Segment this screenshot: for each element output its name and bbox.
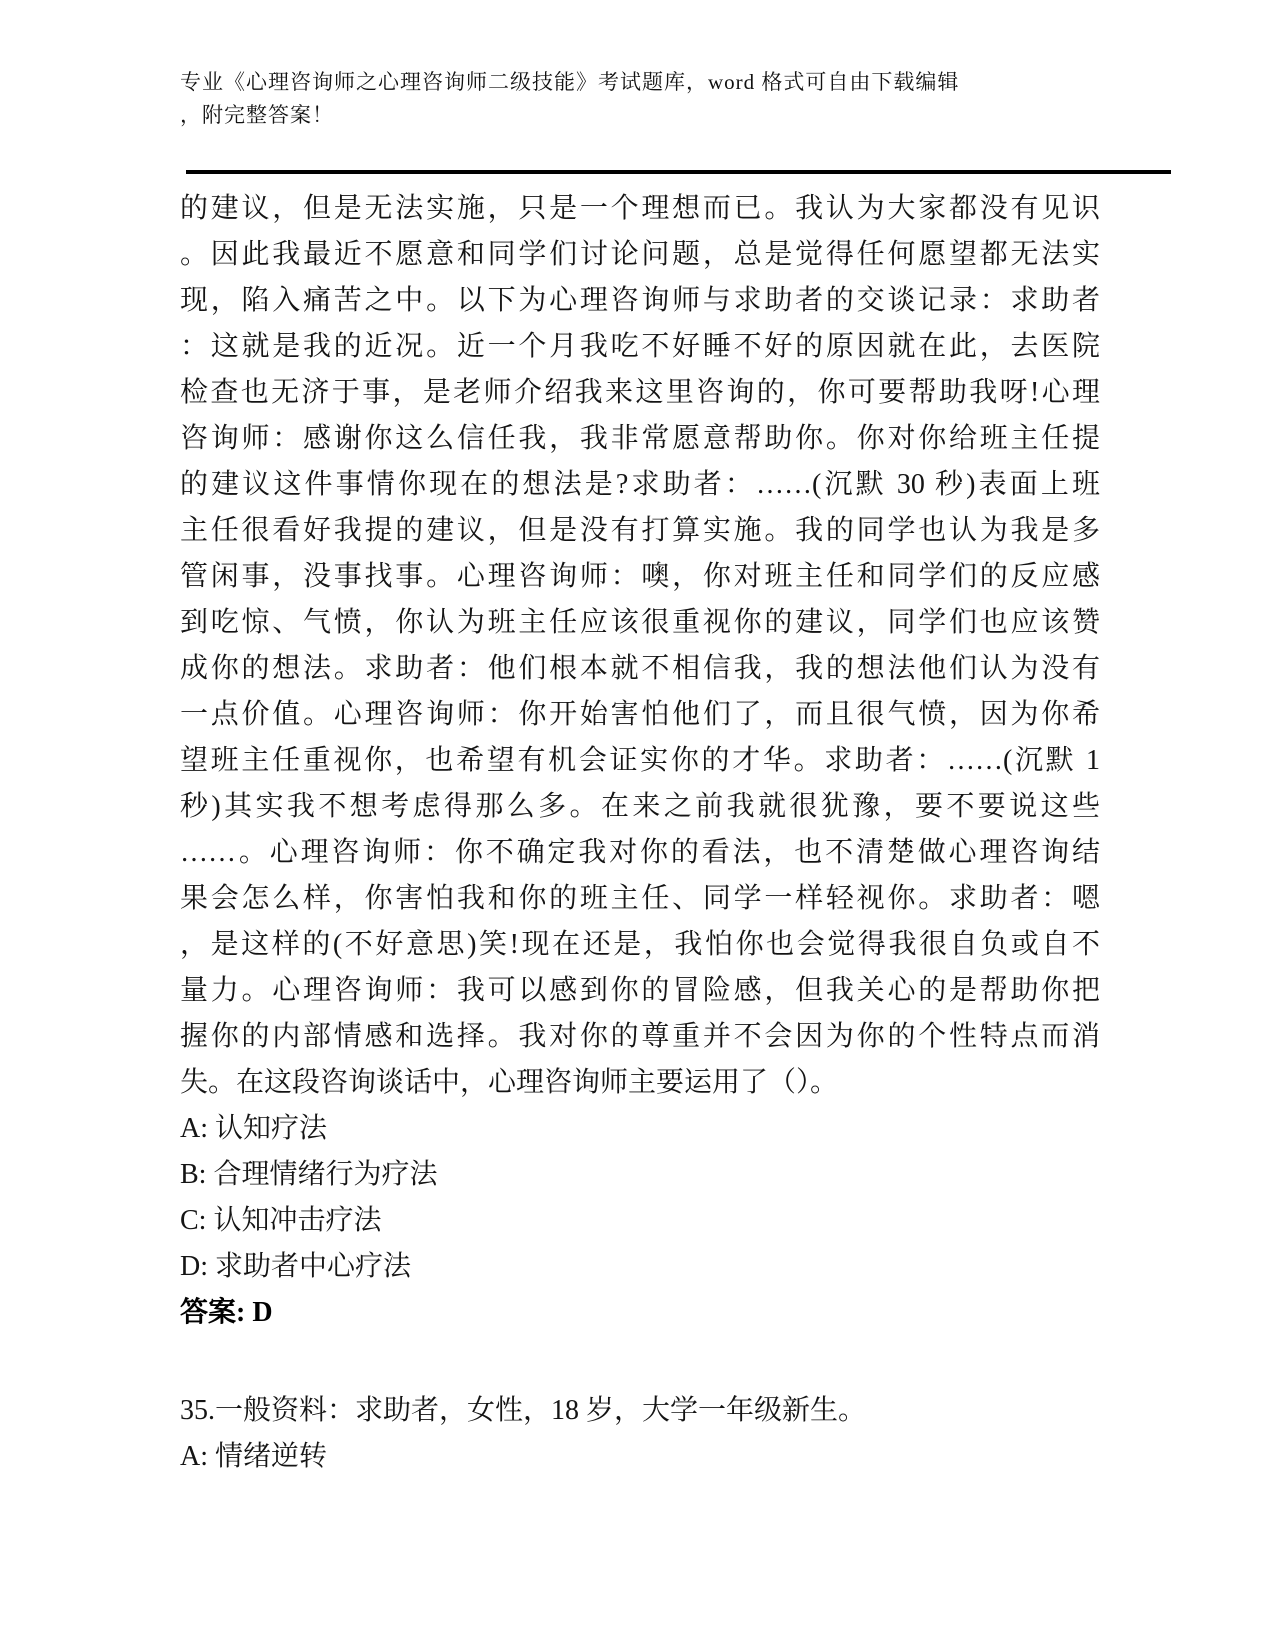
option-a: A: 认知疗法 (180, 1113, 328, 1144)
page-header (180, 66, 1100, 132)
answer-line: 答案: D (180, 1297, 273, 1328)
passage-line: 量力。心理咨询师：我可以感到你的冒险感，但我关心的是帮助你把 (180, 975, 1100, 1006)
passage-line: ：这就是我的近况。近一个月我吃不好睡不好的原因就在此，去医院 (180, 331, 1100, 362)
passage-line: 的建议，但是无法实施，只是一个理想而已。我认为大家都没有见识 (180, 193, 1100, 224)
passage-line: ，是这样的(不好意思)笑!现在还是，我怕你也会觉得我很自负或自不 (180, 929, 1100, 960)
question-35-option-a: A: 情绪逆转 (180, 1441, 328, 1472)
passage-line: 现，陷入痛苦之中。以下为心理咨询师与求助者的交谈记录：求助者 (180, 285, 1100, 316)
passage-line: 主任很看好我提的建议，但是没有打算实施。我的同学也认为我是多 (180, 515, 1100, 546)
question-35 (180, 1388, 1100, 1480)
passage-line: 握你的内部情感和选择。我对你的尊重并不会因为你的个性特点而消 (180, 1021, 1100, 1052)
header-title-line-1: 专业《心理咨询师之心理咨询师二级技能》考试题库，word 格式可自由下载编辑 (180, 70, 960, 94)
passage-line: 。因此我最近不愿意和同学们讨论问题，总是觉得任何愿望都无法实 (180, 239, 1100, 270)
passage-line: 望班主任重视你，也希望有机会证实你的才华。求助者：……(沉默 1 (180, 745, 1100, 776)
passage-line: 的建议这件事情你现在的想法是?求助者：……(沉默 30 秒)表面上班 (180, 469, 1100, 500)
passage-line: 咨询师：感谢你这么信任我，我非常愿意帮助你。你对你给班主任提 (180, 423, 1100, 454)
header-title-line-2: ，附完整答案！ (180, 103, 334, 127)
option-c: C: 认知冲击疗法 (180, 1205, 382, 1236)
passage-line: 一点价值。心理咨询师：你开始害怕他们了，而且很气愤，因为你希 (180, 699, 1100, 730)
question-35-stem: 35.一般资料：求助者，女性，18 岁，大学一年级新生。 (180, 1395, 867, 1426)
passage-line: ……。心理咨询师：你不确定我对你的看法，也不清楚做心理咨询结 (180, 837, 1100, 868)
passage-line: 管闲事，没事找事。心理咨询师：噢，你对班主任和同学们的反应感 (180, 561, 1100, 592)
option-d: D: 求助者中心疗法 (180, 1251, 412, 1282)
document-content (180, 66, 1100, 1480)
passage-line: 成你的想法。求助者：他们根本就不相信我，我的想法他们认为没有 (180, 653, 1100, 684)
option-b: B: 合理情绪行为疗法 (180, 1159, 438, 1190)
passage-line: 秒)其实我不想考虑得那么多。在来之前我就很犹豫，要不要说这些 (180, 791, 1100, 822)
passage-line: 到吃惊、气愤，你认为班主任应该很重视你的建议，同学们也应该赞 (180, 607, 1100, 638)
passage-line-last: 失。在这段咨询谈话中，心理咨询师主要运用了（）。 (180, 1067, 839, 1098)
question-passage (180, 186, 1100, 1336)
passage-line: 检查也无济于事，是老师介绍我来这里咨询的，你可要帮助我呀!心理 (180, 377, 1100, 408)
header-divider-double-rule (186, 170, 1171, 174)
passage-line: 果会怎么样，你害怕我和你的班主任、同学一样轻视你。求助者：嗯 (180, 883, 1100, 914)
